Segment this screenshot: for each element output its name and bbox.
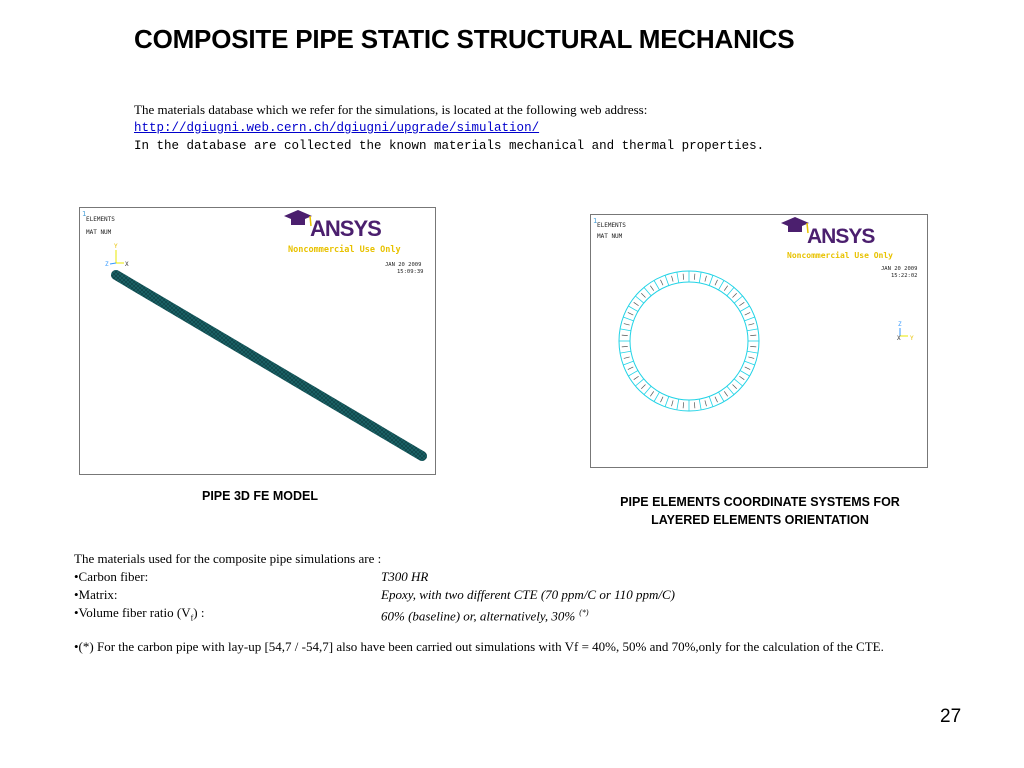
pipe-ring-render [591, 215, 927, 467]
ansys-logo [284, 210, 381, 241]
render-date: JAN 20 2009 [385, 262, 422, 268]
panel-index: 1 [82, 210, 87, 218]
ansys-logo [781, 217, 875, 248]
noncommercial-watermark: Noncommercial Use Only [288, 245, 401, 255]
caption-line: PIPE ELEMENTS COORDINATE SYSTEMS FOR [620, 495, 900, 509]
pipe-ring [619, 271, 759, 411]
svg-text:Y: Y [910, 335, 914, 342]
page-number: 27 [940, 706, 962, 727]
render-time: 15:22:02 [891, 273, 918, 279]
ansys-brand: ANSYS [310, 216, 381, 241]
caption-line: LAYERED ELEMENTS ORIENTATION [651, 513, 869, 527]
footnote: •(*) For the carbon pipe with lay-up [54,7 / -54,7] also have been carried out simulations with Vf = 40%, 50% and 70%,only for the calculation of the CTE. [74, 639, 884, 654]
render-date: JAN 20 2009 [881, 266, 918, 272]
material-label: •Matrix: [74, 587, 118, 602]
ansys-brand: ANSYS [807, 225, 875, 248]
intro-text [134, 101, 764, 155]
coordinate-triad [897, 321, 914, 342]
elements-label: ELEMENTS [597, 222, 626, 229]
material-label: •Carbon fiber: [74, 569, 149, 584]
svg-text:X: X [125, 261, 129, 268]
mat-num-label: MAT NUM [597, 233, 623, 240]
materials-heading: The materials used for the composite pipe simulations are : [74, 551, 382, 566]
noncommercial-watermark: Noncommercial Use Only [787, 251, 893, 260]
pipe-coordinate-panel [590, 214, 928, 468]
pipe-3d-model-panel [79, 207, 436, 475]
coordinate-triad [105, 243, 129, 268]
materials-section [74, 550, 994, 656]
svg-text:Y: Y [114, 243, 118, 250]
pipe-coordinate-caption [560, 493, 960, 529]
svg-text:X: X [897, 335, 901, 342]
pipe-3d-caption: PIPE 3D FE MODEL [202, 489, 318, 503]
material-value: 60% (baseline) or, alternatively, 30% (*) [381, 608, 589, 624]
material-row [74, 568, 994, 586]
database-link[interactable]: http://dgiugni.web.cern.ch/dgiugni/upgrade/simulation/ [134, 121, 540, 135]
elements-label: ELEMENTS [86, 216, 115, 223]
material-value: Epoxy, with two different CTE (70 ppm/C or 110 ppm/C) [381, 587, 675, 602]
panel-index: 1 [593, 217, 598, 225]
intro-line-database: In the database are collected the known materials mechanical and thermal properties. [134, 139, 765, 153]
svg-text:Z: Z [898, 321, 902, 328]
slide-title: COMPOSITE PIPE STATIC STRUCTURAL MECHANICS [134, 24, 795, 54]
material-label: •Volume fiber ratio $(V_f)$ : [74, 605, 205, 623]
render-time: 15:09:39 [397, 269, 424, 275]
intro-line: The materials database which we refer for the simulations, is located at the following web address: [134, 102, 648, 117]
material-value: T300 HR [381, 569, 429, 584]
mat-num-label: MAT NUM [86, 229, 112, 236]
material-row [74, 586, 994, 604]
svg-text:Z: Z [105, 261, 109, 268]
pipe-3d-render [80, 208, 435, 474]
material-row [74, 604, 994, 622]
